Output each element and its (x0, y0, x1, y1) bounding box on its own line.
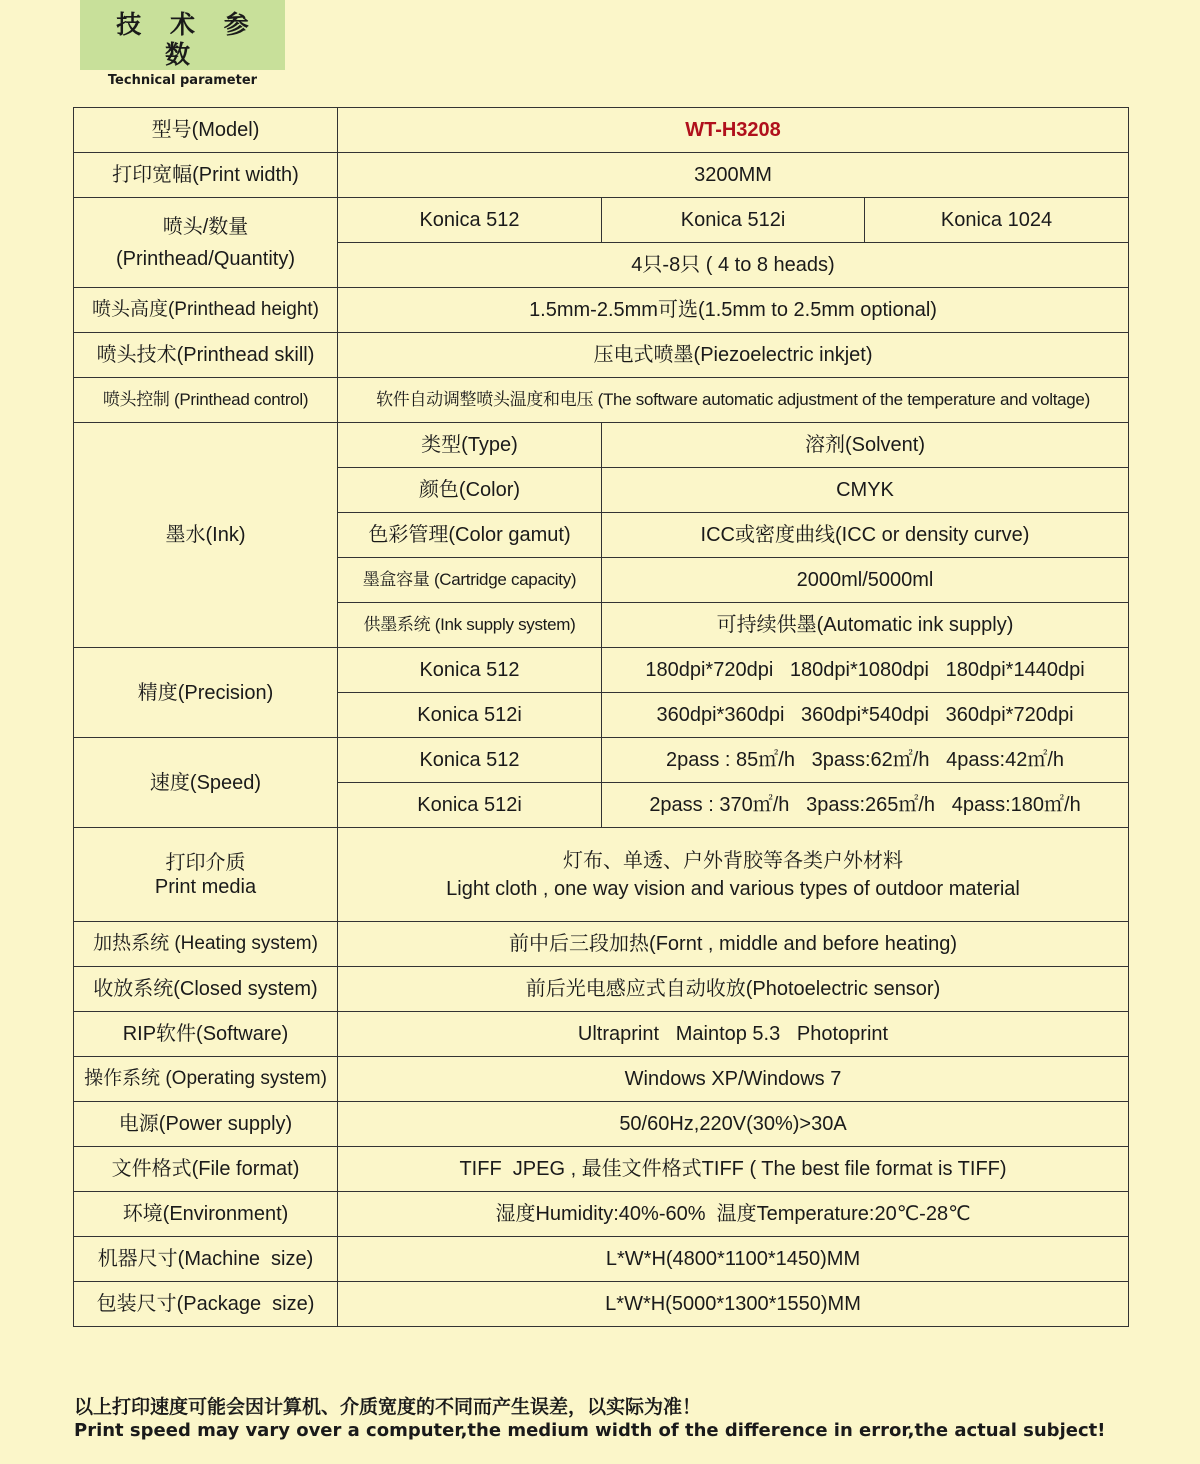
package-size-value: L*W*H(5000*1300*1550)MM (338, 1282, 1129, 1327)
speed-head-1: Konica 512 (338, 738, 602, 783)
printhead-label-cn: 喷头/数量 (162, 215, 249, 238)
heating-label: 加热系统 (Heating system) (74, 922, 338, 967)
printhead-height-label: 喷头高度(Printhead height) (74, 288, 338, 333)
ink-type-value: 溶剂(Solvent) (602, 423, 1129, 468)
table-row-print-width (74, 153, 1129, 198)
table-row-heating (74, 922, 1129, 967)
table-row-printhead-skill (74, 333, 1129, 378)
power-label: 电源(Power supply) (74, 1102, 338, 1147)
table-row-speed-512 (74, 738, 1129, 783)
file-format-label: 文件格式(File format) (74, 1147, 338, 1192)
speed-label: 速度(Speed) (74, 738, 338, 828)
ink-label: 墨水(Ink) (74, 423, 338, 648)
rip-value: Ultraprint Maintop 5.3 Photoprint (338, 1012, 1129, 1057)
closed-label: 收放系统(Closed system) (74, 967, 338, 1012)
print-media-label (74, 828, 338, 922)
precision-value-1: 180dpi*720dpi 180dpi*1080dpi 180dpi*1440dpi (602, 648, 1129, 693)
table-row-environment (74, 1192, 1129, 1237)
printhead-control-label: 喷头控制 (Printhead control) (74, 378, 338, 423)
speed-head-2: Konica 512i (338, 783, 602, 828)
section-title-en: Technical parameter (107, 73, 258, 88)
printhead-option-3: Konica 1024 (865, 198, 1129, 243)
print-width-label: 打印宽幅(Print width) (74, 153, 338, 198)
package-size-label: 包装尺寸(Package size) (74, 1282, 338, 1327)
ink-supply-value: 可持续供墨(Automatic ink supply) (602, 603, 1129, 648)
ink-type-key: 类型(Type) (338, 423, 602, 468)
environment-label: 环境(Environment) (74, 1192, 338, 1237)
precision-head-1: Konica 512 (338, 648, 602, 693)
power-value: 50/60Hz,220V(30%)>30A (338, 1102, 1129, 1147)
table-row-closed (74, 967, 1129, 1012)
machine-size-value: L*W*H(4800*1100*1450)MM (338, 1237, 1129, 1282)
footer-note-en: Print speed may vary over a computer,the medium width of the difference in error,the actual subject! (74, 1420, 1106, 1441)
section-title-cn: 技 术 参 数 (116, 10, 259, 69)
os-value: Windows XP/Windows 7 (338, 1057, 1129, 1102)
table-row-printhead-height (74, 288, 1129, 333)
table-row-power (74, 1102, 1129, 1147)
model-label: 型号(Model) (74, 108, 338, 153)
section-header (80, 0, 285, 88)
table-row-file-format (74, 1147, 1129, 1192)
printhead-skill-label: 喷头技术(Printhead skill) (74, 333, 338, 378)
printhead-option-1: Konica 512 (338, 198, 602, 243)
ink-capacity-value: 2000ml/5000ml (602, 558, 1129, 603)
precision-label: 精度(Precision) (74, 648, 338, 738)
printhead-height-value: 1.5mm-2.5mm可选(1.5mm to 2.5mm optional) (338, 288, 1129, 333)
table-row-os (74, 1057, 1129, 1102)
speed-value-1: 2pass : 85㎡/h 3pass:62㎡/h 4pass:42㎡/h (602, 738, 1129, 783)
speed-value-2: 2pass : 370㎡/h 3pass:265㎡/h 4pass:180㎡/h (602, 783, 1129, 828)
os-label: 操作系统 (Operating system) (74, 1057, 338, 1102)
spec-table (73, 107, 1129, 1327)
printhead-control-value: 软件自动调整喷头温度和电压 (The software automatic adjustment of the temperature and voltage) (338, 378, 1129, 423)
table-row-print-media (74, 828, 1129, 922)
printhead-option-2: Konica 512i (602, 198, 865, 243)
table-row-precision-512 (74, 648, 1129, 693)
ink-gamut-value: ICC或密度曲线(ICC or density curve) (602, 513, 1129, 558)
table-row-model (74, 108, 1129, 153)
closed-value: 前后光电感应式自动收放(Photoelectric sensor) (338, 967, 1129, 1012)
ink-gamut-key: 色彩管理(Color gamut) (338, 513, 602, 558)
precision-value-2: 360dpi*360dpi 360dpi*540dpi 360dpi*720dpi (602, 693, 1129, 738)
print-media-value-cn: 灯布、单透、户外背胶等各类户外材料 (563, 849, 903, 872)
table-row-rip (74, 1012, 1129, 1057)
print-media-value-en: Light cloth , one way vision and various types of outdoor material (446, 877, 1020, 900)
print-media-value (338, 828, 1129, 922)
print-width-value: 3200MM (338, 153, 1129, 198)
table-row-package-size (74, 1282, 1129, 1327)
machine-size-label: 机器尺寸(Machine size) (74, 1237, 338, 1282)
printhead-quantity: 4只-8只 ( 4 to 8 heads) (338, 243, 1129, 288)
table-row-machine-size (74, 1237, 1129, 1282)
printhead-label (74, 198, 338, 288)
printhead-label-en: (Printhead/Quantity) (116, 247, 295, 270)
footer-note (74, 1395, 1154, 1443)
print-media-label-cn: 打印介质 (165, 851, 246, 874)
table-row-ink-type (74, 423, 1129, 468)
rip-label: RIP软件(Software) (74, 1012, 338, 1057)
model-value: WT-H3208 (338, 108, 1129, 153)
table-row-printhead (74, 198, 1129, 243)
precision-head-2: Konica 512i (338, 693, 602, 738)
file-format-value: TIFF JPEG , 最佳文件格式TIFF ( The best file format is TIFF) (338, 1147, 1129, 1192)
heating-value: 前中后三段加热(Fornt , middle and before heating) (338, 922, 1129, 967)
ink-capacity-key: 墨盒容量 (Cartridge capacity) (338, 558, 602, 603)
footer-note-cn: 以上打印速度可能会因计算机、介质宽度的不同而产生误差，以实际为准！ (74, 1396, 702, 1418)
table-row-printhead-control (74, 378, 1129, 423)
print-media-label-en: Print media (154, 875, 257, 898)
ink-color-value: CMYK (602, 468, 1129, 513)
ink-supply-key: 供墨系统 (Ink supply system) (338, 603, 602, 648)
ink-color-key: 颜色(Color) (338, 468, 602, 513)
environment-value: 湿度Humidity:40%-60% 温度Temperature:20℃-28℃ (338, 1192, 1129, 1237)
printhead-skill-value: 压电式喷墨(Piezoelectric inkjet) (338, 333, 1129, 378)
